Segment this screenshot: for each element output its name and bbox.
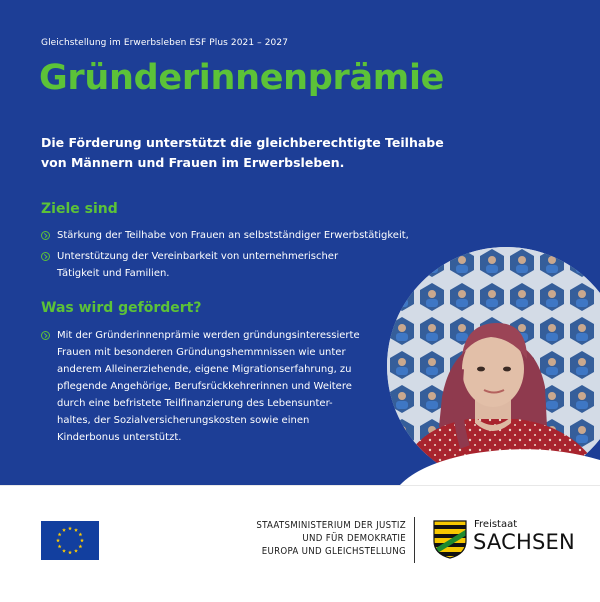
funded-heading: Was wird gefördert? — [41, 300, 202, 316]
ministry-line: UND FÜR DEMOKRATIE — [302, 533, 406, 544]
funded-list — [41, 327, 381, 446]
goals-list — [41, 227, 409, 282]
list-item-line: Kinderbonus unterstützt. — [57, 432, 182, 443]
logo-divider — [414, 517, 415, 563]
list-item-line: pflegende Angehörige, Berufsrückkehrerinnen und Weitere — [57, 381, 352, 392]
list-item-line: Mit der Gründerinnenprämie werden gründungsinteressierte — [57, 330, 360, 341]
lead-text — [41, 133, 444, 173]
check-circle-icon — [41, 252, 50, 261]
state-label-large: SACHSEN — [473, 530, 575, 554]
list-item-line: durch eine befristete Teilfinanzierung des Lebensunter- — [57, 398, 333, 409]
wave-divider — [0, 440, 600, 488]
ministry-line: EUROPA UND GLEICHSTELLUNG — [261, 546, 406, 557]
list-item-line: anderem Alleinerziehende, eigene Migrationserfahrung, zu — [57, 364, 352, 375]
list-item-line: Frauen mit besonderen Gründungshemmnissen wie unter — [57, 347, 346, 358]
list-item — [41, 248, 381, 282]
goals-heading: Ziele sind — [41, 201, 118, 217]
saxony-coat-of-arms-icon — [432, 519, 468, 559]
ministry-line: STAATSMINISTERIUM DER JUSTIZ — [256, 520, 406, 531]
check-circle-icon — [41, 231, 50, 240]
list-item-line: haltes, der Sozialversicherungskosten sowie einen — [57, 415, 310, 426]
list-item-line: Unterstützung der Vereinbarkeit von unternehmerischer — [57, 251, 339, 262]
state-label-small: Freistaat — [474, 519, 518, 530]
page-title: Gründerinnenprämie — [39, 58, 445, 98]
eu-flag-icon — [41, 521, 99, 560]
check-circle-icon — [41, 331, 50, 340]
footer-divider — [0, 485, 600, 486]
ministry-name — [228, 519, 406, 558]
lead-line: von Männern und Frauen im Erwerbsleben. — [41, 155, 345, 170]
lead-line: Die Förderung unterstützt die gleichberechtigte Teilhabe — [41, 135, 444, 150]
list-item — [41, 227, 409, 244]
program-eyebrow: Gleichstellung im Erwerbsleben ESF Plus 2021 – 2027 — [41, 38, 289, 48]
list-item — [41, 327, 381, 446]
list-item-line: Tätigkeit und Familien. — [57, 268, 170, 279]
list-item-line: Stärkung der Teilhabe von Frauen an selbstständiger Erwerbstätigkeit, — [57, 230, 409, 241]
